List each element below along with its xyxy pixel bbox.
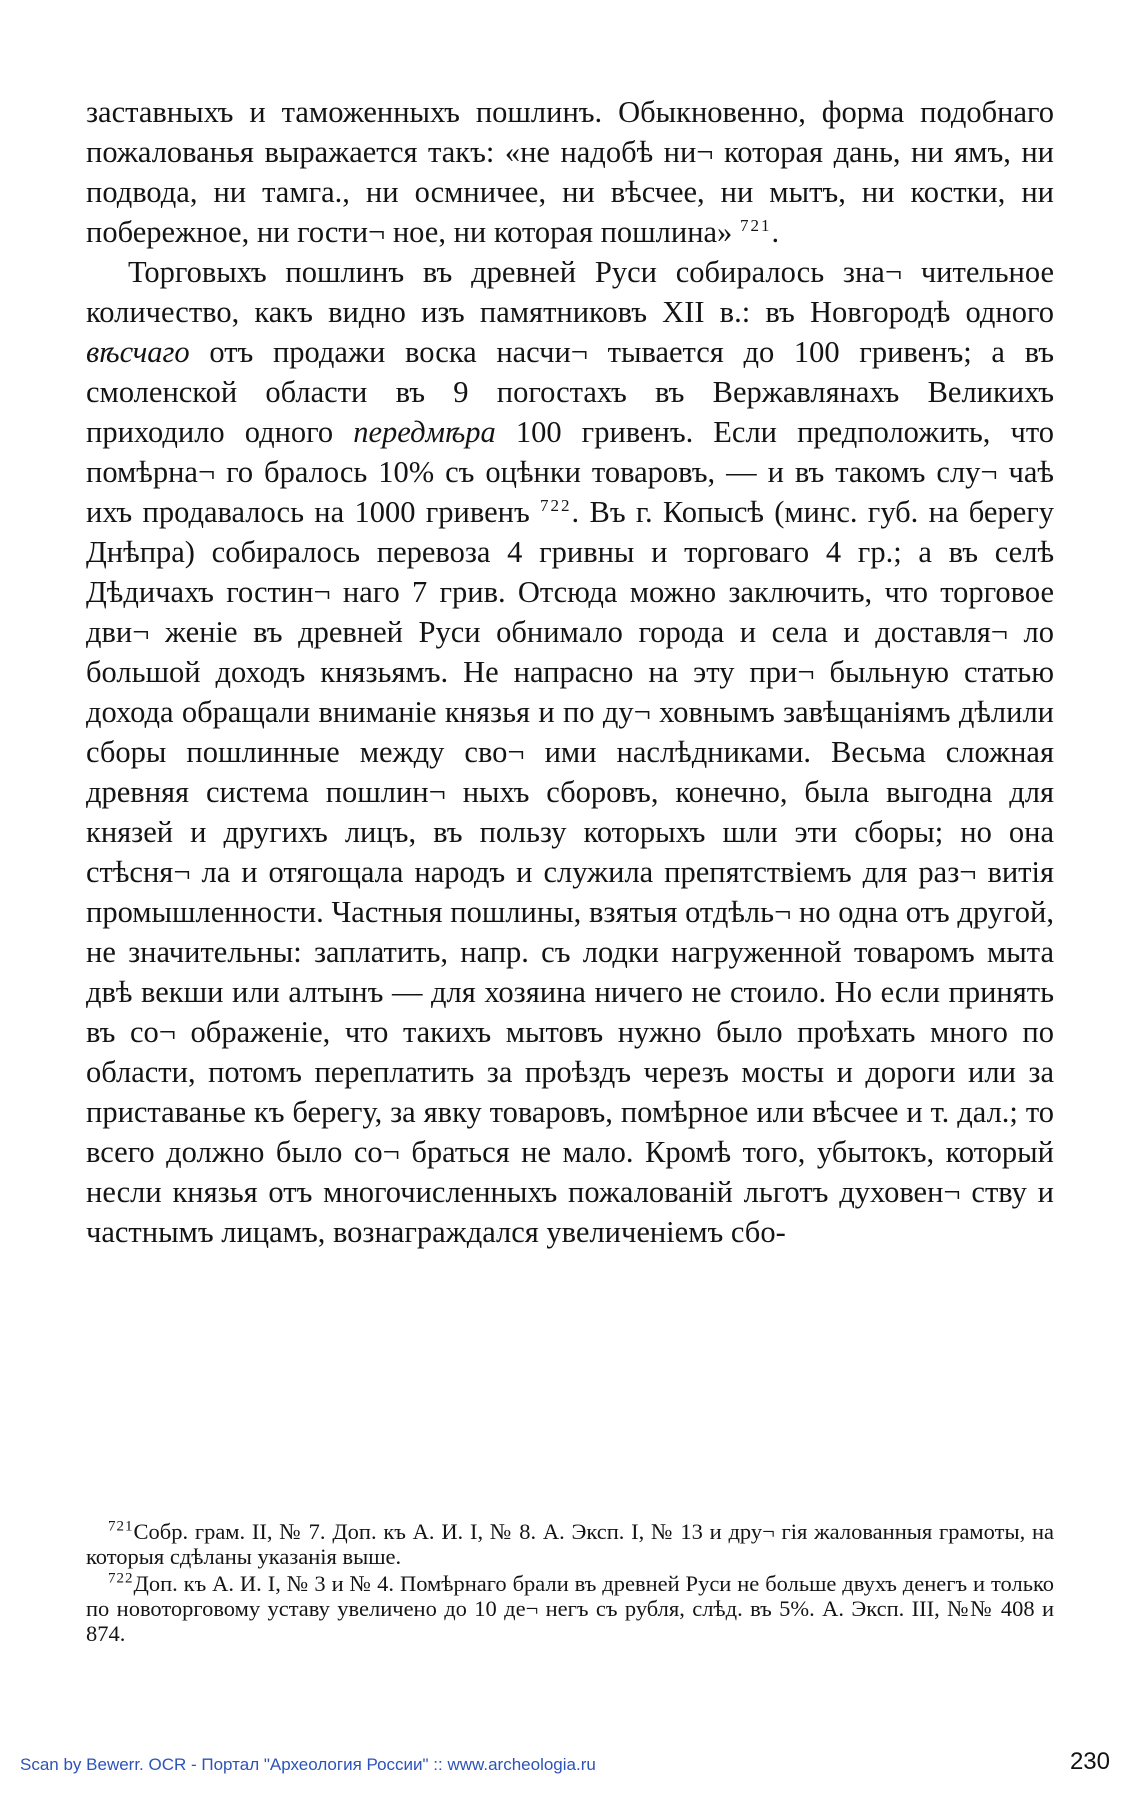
paragraph-2: [86, 252, 1054, 1252]
paragraph-2-text-d: . Въ г. Копысѣ (минс. губ. на берегу Днѣпра) собиралось перевоза 4 гривны и торговаго 4 гр.; а въ селѣ Дѣдичахъ гостин¬ наго 7 грив. Отсюда можно заключить, что торговое дви¬ женіе въ древней Руси обнимало города и села и доставля¬ ло большой доходъ князьямъ. Не напрасно на эту при¬ быльную статью дохода обращали вниманіе князья и по ду¬ ховнымъ завѣщаніямъ дѣлили сборы пошлинные между сво¬ ими наслѣдниками. Весьма сложная древняя система пошлин¬ ныхъ сборовъ, конечно, была выгодна для князей и другихъ лицъ, въ пользу которыхъ шли эти сборы; но она стѣсня¬ ла и отягощала народъ и служила препятствіемъ для раз¬ витія промышленности. Частныя пошлины, взятыя отдѣль¬ но одна отъ другой, не значительны: заплатить, напр. съ лодки нагруженной товаромъ мыта двѣ векши или алтынъ — для хозяина ничего не стоило. Но если принять въ со¬ ображеніе, что такихъ мытовъ нужно было проѣхать много по области, потомъ переплатить за проѣздъ черезъ мосты и дороги или за приставанье къ берегу, за явку товаровъ, помѣрное или вѣсчее и т. дал.; то всего должно было со¬ браться не мало. Кромѣ того, убытокъ, который несли князья отъ многочисленныхъ пожалованій льготъ духовен¬ ству и частнымъ лицамъ, вознаграждался увеличеніемъ сбо-: [86, 495, 1054, 1249]
term-vesyago: вѣсчаго: [86, 335, 190, 369]
paragraph-1-text: заставныхъ и таможенныхъ пошлинъ. Обыкновенно, форма подобнаго пожалованья выражается такъ: «не надобѣ ни¬ которая дань, ни ямъ, ни подвода, ни тамга., ни осмничее, ни вѣсчее, ни мытъ, ни костки, ни побережное, ни гости¬ ное, ни которая пошлина»: [86, 95, 1054, 249]
scan-credit-link[interactable]: Scan by Bewerr. OCR - Портал "Археология России" :: www.archeologia.ru: [20, 1755, 596, 1774]
footnotes: [86, 1519, 1054, 1648]
footnote-ref-721: 721: [739, 215, 772, 235]
paragraph-2-text-a: Торговыхъ пошлинъ въ древней Руси собиралось зна¬ чительное количество, какъ видно изъ памятниковъ XII в.: въ Новгородѣ одного: [86, 255, 1054, 329]
footnote-721: [86, 1519, 1054, 1569]
footnote-number: 721: [108, 1518, 134, 1535]
page-number: 230: [1069, 1748, 1110, 1775]
paragraph-1-end: .: [771, 215, 780, 249]
footnote-text: Собр. грам. II, № 7. Доп. къ А. И. I, № 8. А. Эксп. I, № 13 и дру¬ гія жалованныя грамоты, на которыя сдѣланы указанія выше.: [86, 1519, 1054, 1569]
paragraph-2-text-c: 100 гривенъ. Если предположить, что помѣрна¬ го бралось 10% съ оцѣнки товаровъ, — и въ такомъ слу¬ чаѣ ихъ продавалось на 1000 гривенъ: [86, 415, 1055, 529]
footnote-722: [86, 1571, 1054, 1646]
footnote-text: Доп. къ А. И. I, № 3 и № 4. Помѣрнаго брали въ древней Руси не больше двухъ денегъ и только по новоторговому уставу увеличено до 10 де¬ негъ съ рубля, слѣд. въ 5%. А. Эксп. III, №№ 408 и 874.: [86, 1571, 1054, 1646]
main-text: [86, 92, 1054, 1252]
paragraph-2-text-b: отъ продажи воска насчи¬ тывается до 100 гривенъ; а въ смоленской области въ 9 погостахъ въ Вержавлянахъ Великихъ приходило одного: [86, 335, 1054, 449]
footnote-number: 722: [108, 1570, 134, 1587]
paragraph-1: [86, 92, 1054, 252]
term-peredmera: передмѣра: [353, 415, 496, 449]
footnote-ref-722: 722: [540, 495, 572, 515]
